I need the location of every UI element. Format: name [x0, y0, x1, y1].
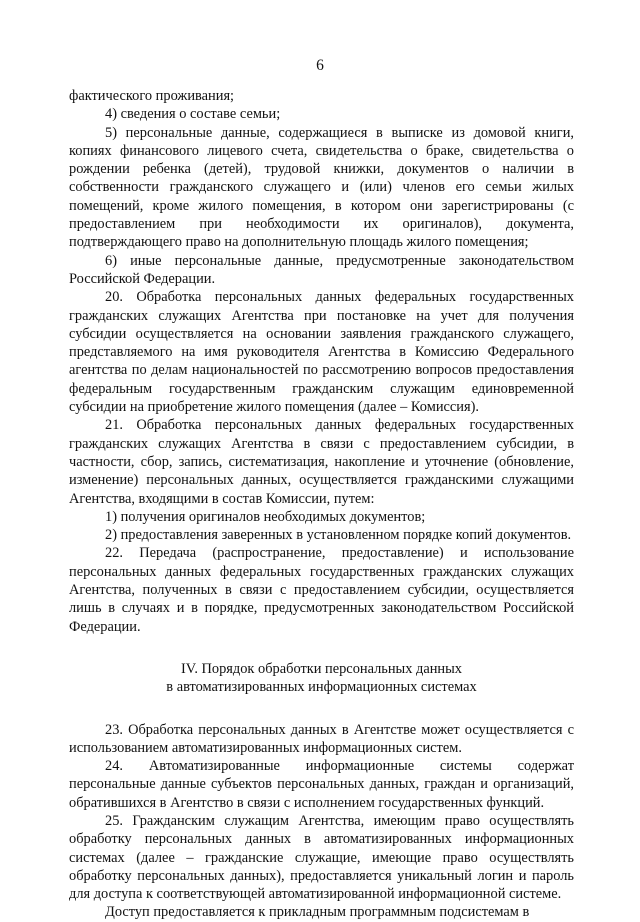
page-number: 6	[316, 57, 324, 74]
section-heading	[69, 660, 574, 697]
list-item-4: 4) сведения о составе семьи;	[105, 106, 281, 123]
paragraph: фактического проживания;	[69, 88, 235, 104]
list-item-2: 2) предоставления заверенных в установленном порядке копий документов.	[105, 527, 572, 544]
paragraph-access: Доступ предоставляется к прикладным программным подсистемам в	[105, 904, 530, 921]
document-body	[69, 87, 574, 922]
list-item-5: 5) персональные данные, содержащиеся в выписке из домовой книги, копиях финансового лицевого счета, свидетельства о браке, свидетельства о рождении ребенка (детей), трудовой книжки, документов о наличии в собственности гражданского служащего и (или) членов его семьи жилых помещений, кроме жилого помещения, в котором они зарегистрированы (с предоставлением при необходимости их оригиналов), документа, подтверждающего право на дополнительную площадь жилого помещения;	[69, 124, 574, 251]
clause-24: 24. Автоматизированные информационные системы содержат персональные данные субъектов персональных данных, граждан и организаций, обратившихся в Агентство в связи с исполнением государственных функций.	[69, 758, 574, 811]
section-heading-line-2: в автоматизированных информационных системах	[166, 679, 477, 696]
clause-25: 25. Гражданским служащим Агентства, имеющим право осуществлять обработку персональных данных в автоматизированных информационных системах (далее – гражданские служащие, имеющие право осуществлять обработку персональных данных), предоставляется уникальный логин и пароль для доступа к соответствующей автоматизированной информационной системе.	[69, 812, 574, 903]
clause-23: 23. Обработка персональных данных в Агентстве может осуществляется с использованием автоматизированных информационных систем.	[69, 721, 574, 756]
list-item-1: 1) получения оригиналов необходимых документов;	[105, 508, 426, 525]
clause-21: 21. Обработка персональных данных федеральных государственных гражданских служащих Агентства в связи с предоставлением субсидии, в частности, сбор, запись, систематизация, накопление и уточнение (обновление, изменение) персональных данных, осуществляется гражданскими служащими Агентства, входящими в состав Комиссии, путем:	[69, 417, 574, 507]
section-heading-line-1: IV. Порядок обработки персональных данных	[180, 660, 462, 677]
list-item-6: 6) иные персональные данные, предусмотренные законодательством Российской Федерации.	[69, 252, 574, 287]
clause-20: 20. Обработка персональных данных федеральных государственных гражданских служащих Агентства при постановке на учет для получения субсидии осуществляется на основании заявления гражданского служащего, представляемого на имя руководителя Агентства в Комиссию Федерального агентства по делам национальностей по рассмотрению вопросов предоставления федеральным государственным гражданским служащим единовременной субсидии на приобретение жилого помещения (далее – Комиссия).	[69, 289, 574, 416]
clause-22: 22. Передача (распространение, предоставление) и использование персональных данных федеральных государственных гражданских служащих Агентства, полученных в связи с предоставлением субсидии, осуществляется лишь в случаях и в порядке, предусмотренных законодательством Российской Федерации.	[69, 545, 574, 635]
